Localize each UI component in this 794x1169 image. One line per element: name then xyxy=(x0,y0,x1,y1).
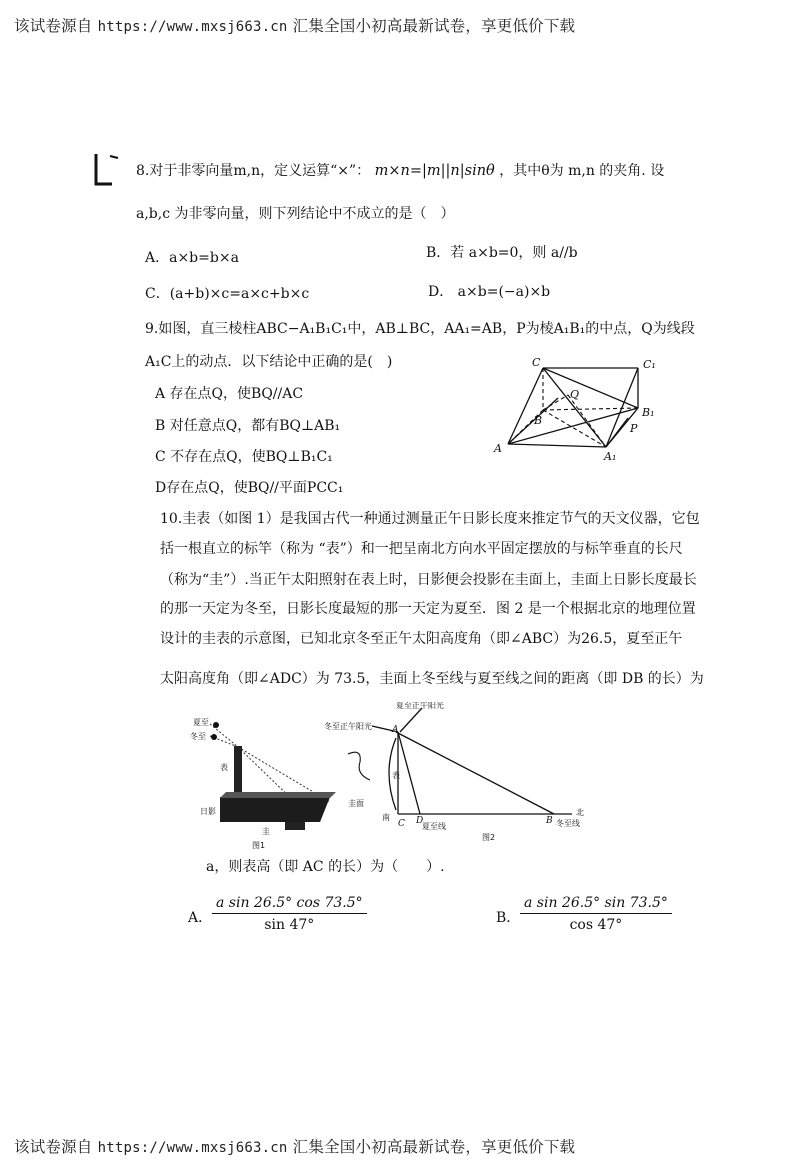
q8-option-a[interactable]: A．a×b=b×a xyxy=(145,250,239,266)
q10-line3: （称为“圭”）.当正午太阳照射在表上时，日影便会投影在圭面上，圭面上日影长度最长 xyxy=(160,572,697,588)
fig1-gui-label: 圭 xyxy=(262,827,270,836)
q9-option-b[interactable]: B 对任意点Q，都有BQ⊥AB₁ xyxy=(155,418,341,434)
q9-option-a[interactable]: A 存在点Q，使BQ//AC xyxy=(155,386,304,402)
q8-option-d[interactable]: D． a×b=(−a)×b xyxy=(428,284,551,300)
fig2-point-D: D xyxy=(416,816,424,826)
banner-prefix: 该试卷源自 xyxy=(14,17,93,35)
fig2-dongzhixian-label: 冬至线 xyxy=(556,819,580,828)
q8-text-a: 8.对于非零向量m,n，定义运算“×”： xyxy=(136,163,371,179)
banner-suffix: 汇集全国小初高最新试卷，享更低价下载 xyxy=(292,1138,576,1156)
q8-option-b[interactable]: B．若 a×b=0，则 a//b xyxy=(426,245,578,261)
fig1-caption: 图1 xyxy=(252,841,266,850)
q10-option-b-denominator: cos 47° xyxy=(569,917,623,933)
label-A1: A₁ xyxy=(604,450,617,463)
q10-option-b-numerator: a sin 26.5° sin 73.5° xyxy=(520,895,672,914)
q8-formula: m×n=|m||n|sinθ xyxy=(374,163,495,179)
label-B: B xyxy=(534,414,543,427)
label-B1: B₁ xyxy=(642,406,655,419)
fig2-guimian-label: 圭面 xyxy=(348,799,364,808)
q10-option-a-denominator: sin 47° xyxy=(264,917,315,933)
q10-option-b-fraction[interactable] xyxy=(520,895,672,933)
q8-line1 xyxy=(136,160,664,180)
q10-line7: a，则表高（即 AC 的长）为（ ）. xyxy=(206,859,445,875)
fig2-biao-label: 表 xyxy=(392,771,400,780)
fig2-xiazhixian-label: 夏至线 xyxy=(422,822,446,831)
fig2-dongzhi-light-label: 冬至正午阳光 xyxy=(324,722,372,731)
q10-line4: 的那一天定为冬至，日影长度最短的那一天定为夏至．图 2 是一个根据北京的地理位置 xyxy=(160,601,696,617)
q9-line1: 9.如图，直三棱柱ABC−A₁B₁C₁中，AB⊥BC，AA₁=AB，P为棱A₁B₁的中点，Q为线段 xyxy=(145,321,695,337)
label-P: P xyxy=(630,422,638,435)
q9-option-c[interactable]: C 不存在点Q，使BQ⊥B₁C₁ xyxy=(155,449,333,465)
fig2-nan-label: 南 xyxy=(382,813,390,822)
banner-prefix: 该试卷源自 xyxy=(14,1138,93,1156)
q10-option-a-label[interactable]: A． xyxy=(188,910,213,926)
label-C: C xyxy=(532,356,541,369)
q10-line2: 括一根直立的标竿（称为 “表”）和一把呈南北方向水平固定摆放的与标竿垂直的长尺 xyxy=(160,541,683,557)
header-banner xyxy=(14,14,575,36)
label-A: A xyxy=(494,442,502,455)
fig1-dongzhi-label: 冬至 xyxy=(190,732,206,741)
fig2-point-C: C xyxy=(398,819,405,829)
banner-url-link[interactable]: https://www.mxsj663.cn xyxy=(97,19,288,35)
q10-line6: 太阳高度角（即∠ADC）为 73.5，圭面上冬至线与夏至线之间的距离（即 DB 的长）为 xyxy=(160,671,704,687)
q10-option-a-fraction[interactable] xyxy=(212,895,367,933)
fig1-biao-label: 表 xyxy=(220,763,228,772)
banner-suffix: 汇集全国小初高最新试卷，享更低价下载 xyxy=(292,17,576,35)
q9-prism-figure xyxy=(488,350,688,465)
fig2-bei-label: 北 xyxy=(576,808,584,817)
q10-figure2 xyxy=(322,702,602,852)
fig1-yingzi-label: 日影 xyxy=(200,807,216,816)
fig2-caption: 图2 xyxy=(482,833,496,842)
label-C1: C₁ xyxy=(643,358,656,371)
footer-banner xyxy=(14,1135,575,1157)
banner-url-link[interactable]: https://www.mxsj663.cn xyxy=(97,1140,288,1156)
q8-text-b: ，其中θ为 m,n 的夹角. 设 xyxy=(499,163,665,179)
handwritten-bracket-mark xyxy=(90,150,124,190)
label-Q: Q xyxy=(570,388,580,401)
fig1-xiazhi-label: 夏至 xyxy=(193,718,209,727)
q10-option-a-numerator: a sin 26.5° cos 73.5° xyxy=(212,895,367,914)
q10-line1: 10.圭表（如图 1）是我国古代一种通过测量正午日影长度来推定节气的天文仪器，它包 xyxy=(160,511,700,527)
q8-option-c[interactable]: C．(a+b)×c=a×c+b×c xyxy=(145,286,310,302)
fig2-point-A: A xyxy=(392,725,399,735)
q8-line2: a,b,c 为非零向量，则下列结论中不成立的是（ ） xyxy=(136,206,455,222)
fig2-xiazhi-light-label: 夏至正午阳光 xyxy=(396,702,444,710)
q9-line2: A₁C上的动点．以下结论中正确的是( ) xyxy=(145,354,393,370)
q10-line5: 设计的圭表的示意图，已知北京冬至正午太阳高度角（即∠ABC）为26.5，夏至正午 xyxy=(160,631,683,647)
fig2-point-B: B xyxy=(546,816,553,826)
q9-option-d[interactable]: D存在点Q，使BQ//平面PCC₁ xyxy=(155,480,344,496)
q10-option-b-label[interactable]: B． xyxy=(496,910,521,926)
